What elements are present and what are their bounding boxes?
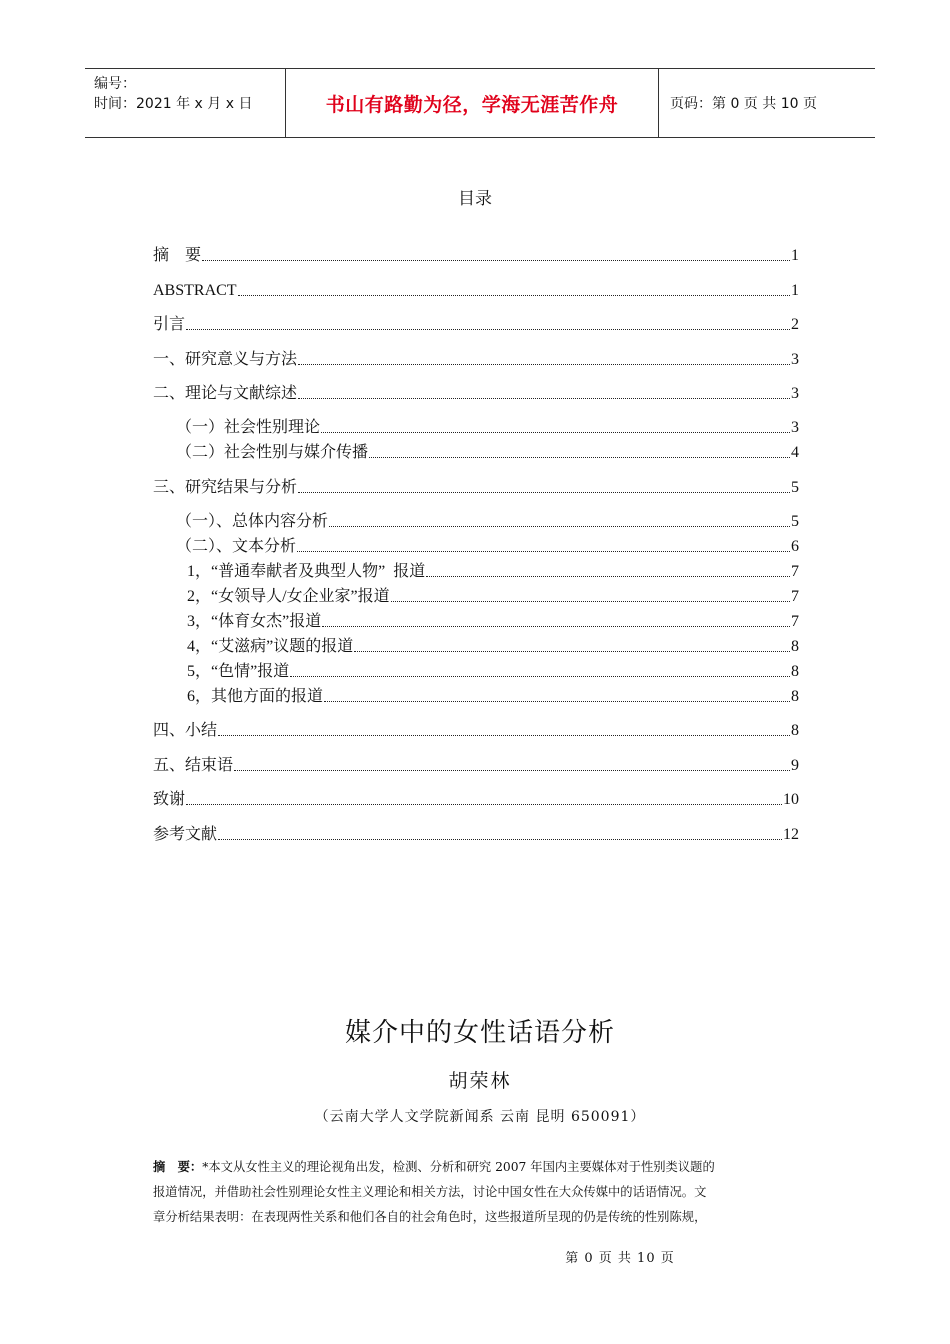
toc-entry-page: 8 xyxy=(791,688,799,705)
toc-entry-label: 致谢 xyxy=(153,791,186,808)
toc-entry-page: 3 xyxy=(791,351,799,368)
toc-entry[interactable] xyxy=(176,510,799,532)
toc-leader-dots xyxy=(426,576,790,577)
toc-entry-page: 7 xyxy=(791,613,799,630)
toc-leader-dots xyxy=(298,398,790,399)
toc-entry[interactable] xyxy=(176,416,799,438)
toc-entry-page: 7 xyxy=(791,588,799,605)
toc-entry-label: 4，“艾滋病”议题的报道 xyxy=(187,638,354,655)
toc-leader-dots xyxy=(354,651,790,652)
toc-leader-dots xyxy=(186,329,790,330)
header-motto-cell xyxy=(285,69,659,137)
page-header xyxy=(85,68,875,138)
toc-entry-label: 四、小结 xyxy=(153,722,218,739)
article-title: 媒介中的女性话语分析 xyxy=(344,1018,615,1048)
toc-leader-dots xyxy=(329,526,790,527)
toc-entry-page: 3 xyxy=(791,419,799,436)
toc-leader-dots xyxy=(369,457,790,458)
toc-entry[interactable] xyxy=(153,279,799,301)
toc-entry-label: （一）、总体内容分析 xyxy=(176,513,329,530)
toc-entry-page: 7 xyxy=(791,563,799,580)
toc-entry-page: 8 xyxy=(791,638,799,655)
abstract-line xyxy=(153,1157,805,1177)
toc-entry[interactable] xyxy=(153,382,799,404)
toc-leader-dots xyxy=(322,626,790,627)
toc-entry-label: 摘 要 xyxy=(153,247,202,264)
toc-entry-page: 12 xyxy=(783,826,799,843)
abstract-line xyxy=(153,1182,805,1202)
toc-title: 目录 xyxy=(458,189,492,209)
toc-entry[interactable] xyxy=(153,313,799,335)
toc-entry-label: 1，“普通奉献者及典型人物” 报道 xyxy=(187,563,426,580)
toc-entry[interactable] xyxy=(187,685,799,707)
toc-entry-label: 2，“女领导人/女企业家”报道 xyxy=(187,588,390,605)
abstract-text: 章分析结果表明：在表现两性关系和他们各自的社会角色时，这些报道所呈现的仍是传统的性别陈规， xyxy=(153,1210,707,1224)
toc-entry-label: 五、结束语 xyxy=(153,757,234,774)
toc-leader-dots xyxy=(290,676,790,677)
article-author: 胡荣林 xyxy=(448,1070,512,1092)
toc-leader-dots xyxy=(297,551,790,552)
toc-entry-page: 3 xyxy=(791,385,799,402)
toc-leader-dots xyxy=(202,260,790,261)
toc-entry[interactable] xyxy=(153,719,799,741)
document-date-label: 时间：2021 年 x 月 x 日 xyxy=(94,96,253,112)
toc-entry[interactable] xyxy=(153,754,799,776)
toc-entry[interactable] xyxy=(153,788,799,810)
toc-entry[interactable] xyxy=(153,823,799,845)
toc-leader-dots xyxy=(298,492,790,493)
toc-leader-dots xyxy=(218,839,782,840)
header-page-info: 页码：第 0 页 共 10 页 xyxy=(670,96,817,112)
header-motto: 书山有路勤为径，学海无涯苦作舟 xyxy=(325,93,619,116)
toc-entry-label: （二）、文本分析 xyxy=(176,538,297,555)
toc-leader-dots xyxy=(218,735,790,736)
header-page-cell xyxy=(658,69,875,137)
abstract-text: *本文从女性主义的理论视角出发，检测、分析和研究 2007 年国内主要媒体对于性别类议题的 xyxy=(202,1160,715,1174)
toc-entry[interactable] xyxy=(176,535,799,557)
toc-entry-page: 4 xyxy=(791,444,799,461)
toc-entry-page: 8 xyxy=(791,663,799,680)
toc-entry-page: 1 xyxy=(791,247,799,264)
toc-leader-dots xyxy=(298,364,790,365)
toc-entry[interactable] xyxy=(187,585,799,607)
toc-entry-page: 2 xyxy=(791,316,799,333)
article-affiliation: （云南大学人文学院新闻系 云南 昆明 650091） xyxy=(314,1109,646,1125)
toc-entry-label: 三、研究结果与分析 xyxy=(153,479,298,496)
toc-entry[interactable] xyxy=(187,635,799,657)
toc-entry-label: 3，“体育女杰”报道 xyxy=(187,613,322,630)
toc-entry-label: 引言 xyxy=(153,316,186,333)
toc-entry[interactable] xyxy=(153,476,799,498)
toc-entry[interactable] xyxy=(176,441,799,463)
toc-entry-label: 二、理论与文献综述 xyxy=(153,385,298,402)
toc-entry-label: （一）社会性别理论 xyxy=(176,419,321,436)
toc-leader-dots xyxy=(321,432,790,433)
toc-entry-page: 5 xyxy=(791,513,799,530)
toc-leader-dots xyxy=(238,295,790,296)
toc-entry-label: 6，其他方面的报道 xyxy=(187,688,324,705)
toc-leader-dots xyxy=(234,770,790,771)
toc-entry[interactable] xyxy=(187,660,799,682)
toc-entry-page: 5 xyxy=(791,479,799,496)
toc-entry-page: 6 xyxy=(791,538,799,555)
toc-entry-label: 参考文献 xyxy=(153,826,218,843)
toc-entry-page: 1 xyxy=(791,282,799,299)
toc-entry[interactable] xyxy=(187,560,799,582)
abstract-text: 报道情况，并借助社会性别理论女性主义理论和相关方法，讨论中国女性在大众传媒中的话语情况。文 xyxy=(153,1185,707,1199)
toc-entry[interactable] xyxy=(153,244,799,266)
abstract-line xyxy=(153,1207,805,1227)
page-footer: 第 0 页 共 10 页 xyxy=(565,1251,675,1266)
toc-entry[interactable] xyxy=(187,610,799,632)
document-number-label: 编号： xyxy=(94,76,136,92)
toc-entry-page: 8 xyxy=(791,722,799,739)
toc-entry-page: 9 xyxy=(791,757,799,774)
toc-leader-dots xyxy=(186,804,782,805)
toc-entry-label: 5，“色情”报道 xyxy=(187,663,290,680)
toc-leader-dots xyxy=(391,601,790,602)
toc-entry-label: 一、研究意义与方法 xyxy=(153,351,298,368)
toc-entry-label: ABSTRACT xyxy=(153,282,237,299)
toc-entry[interactable] xyxy=(153,348,799,370)
abstract-label: 摘 要： xyxy=(153,1159,203,1174)
toc-entry-page: 10 xyxy=(783,791,799,808)
toc-entry-label: （二）社会性别与媒介传播 xyxy=(176,444,369,461)
toc-leader-dots xyxy=(324,701,790,702)
header-meta-cell xyxy=(85,69,285,137)
